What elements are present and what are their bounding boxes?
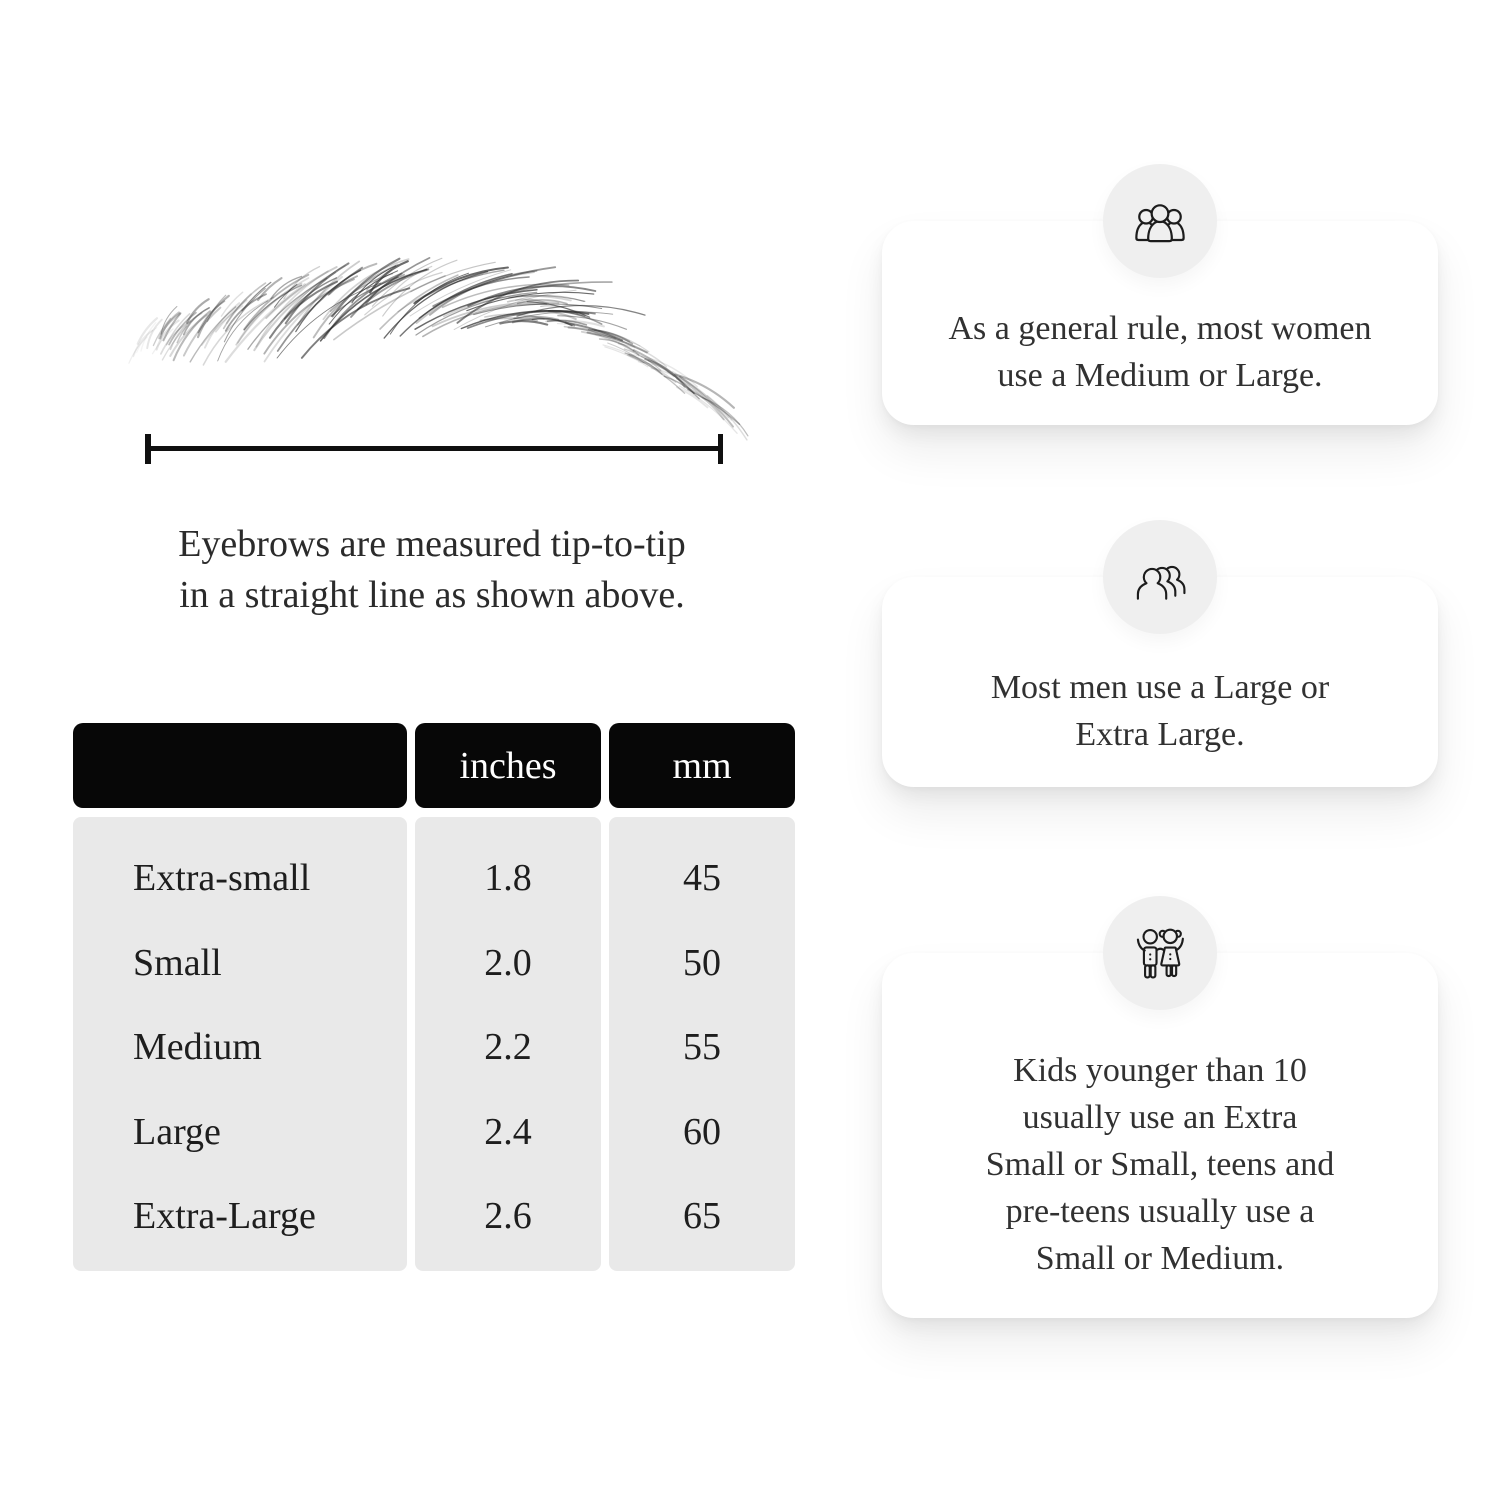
table-cell-inches: 2.2	[484, 1026, 532, 1069]
header-cell-mm: mm	[609, 723, 795, 808]
mm-column	[609, 817, 795, 1271]
kids-icon	[1103, 896, 1217, 1010]
inches-column	[415, 817, 601, 1271]
measurement-tick-right	[718, 434, 724, 464]
table-row-label: Small	[133, 941, 222, 984]
table-cell-inches: 1.8	[484, 857, 532, 900]
table-row-label: Large	[133, 1110, 221, 1153]
eyebrow-illustration	[110, 238, 730, 433]
header-cell-inches: inches	[415, 723, 601, 808]
table-cell-mm: 45	[683, 857, 721, 900]
card-text-line: Extra Large.	[1075, 715, 1245, 753]
caption-line-1: Eyebrows are measured tip-to-tip	[178, 523, 686, 565]
card-text-women	[902, 278, 1418, 425]
women-group-icon	[1103, 164, 1217, 278]
table-row-label: Extra-Large	[133, 1195, 316, 1238]
table-cell-inches: 2.0	[484, 941, 532, 984]
table-cell-mm: 50	[683, 941, 721, 984]
measurement-caption	[69, 519, 795, 621]
card-text-line: Small or Medium.	[1035, 1239, 1285, 1277]
info-card-women	[882, 221, 1438, 425]
caption-line-2: in a straight line as shown above.	[179, 574, 685, 616]
card-text-line: pre-teens usually use a	[1005, 1192, 1315, 1230]
table-cell-inches: 2.6	[484, 1195, 532, 1238]
size-label-column	[73, 817, 407, 1271]
card-text-line: use a Medium or Large.	[997, 356, 1323, 394]
card-text-line: usually use an Extra	[1022, 1098, 1298, 1136]
men-group-icon	[1103, 520, 1217, 634]
measurement-line	[145, 434, 723, 464]
table-cell-mm: 55	[683, 1026, 721, 1069]
measurement-bar	[145, 446, 723, 451]
eyebrow-hairs-svg	[110, 238, 730, 433]
table-row-label: Medium	[133, 1026, 262, 1069]
size-table	[73, 723, 795, 1271]
card-text-line: As a general rule, most women	[948, 309, 1372, 347]
info-card-men	[882, 577, 1438, 787]
table-cell-mm: 60	[683, 1110, 721, 1153]
info-card-kids	[882, 953, 1438, 1318]
header-cell-size	[73, 723, 407, 808]
card-text-kids	[902, 1010, 1418, 1318]
table-cell-inches: 2.4	[484, 1110, 532, 1153]
card-text-men	[902, 634, 1418, 787]
size-table-header	[73, 723, 795, 808]
table-row-label: Extra-small	[133, 857, 311, 900]
table-cell-mm: 65	[683, 1195, 721, 1238]
card-text-line: Kids younger than 10	[1013, 1051, 1307, 1089]
size-table-body	[73, 817, 795, 1271]
card-text-line: Most men use a Large or	[990, 668, 1330, 706]
card-text-line: Small or Small, teens and	[985, 1145, 1335, 1183]
